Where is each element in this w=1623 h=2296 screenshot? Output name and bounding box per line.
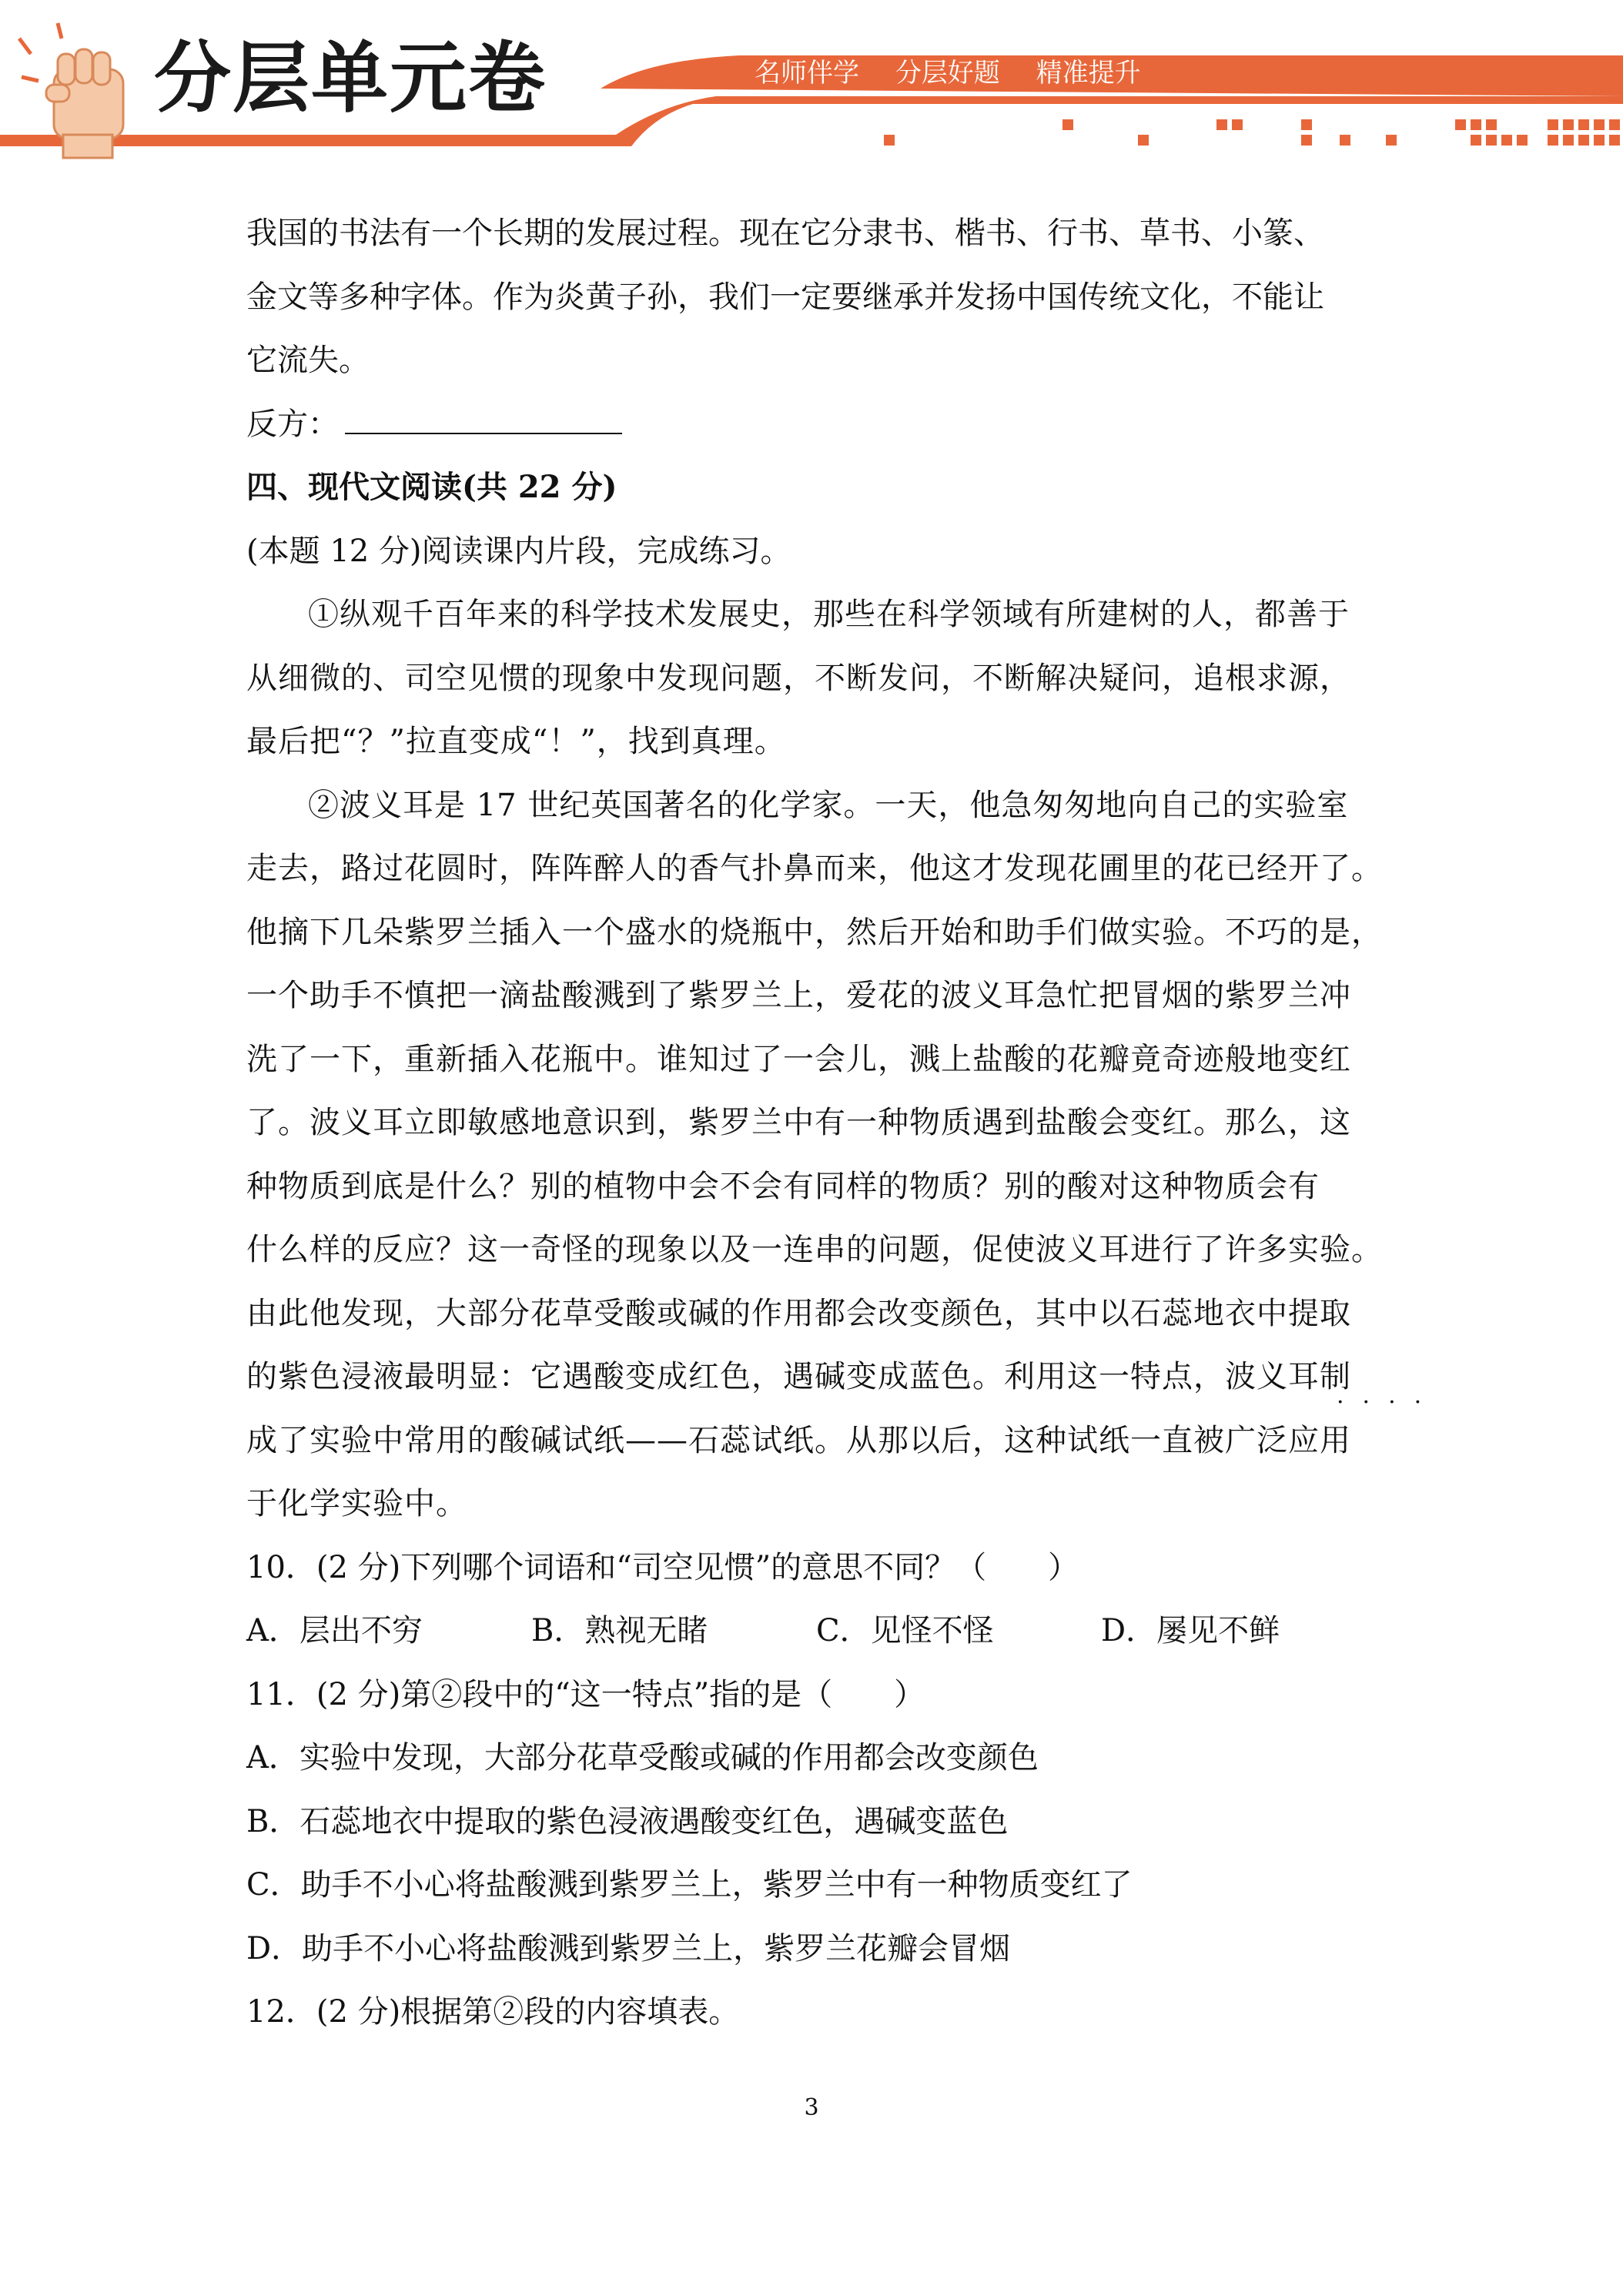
passage-line: 由此他发现，大部分花草受酸或碱的作用都会改变颜色，其中以石蕊地衣中提取 — [246, 1295, 1351, 1331]
passage-line: ②波义耳是 17 世纪英国著名的化学家。一天，他急匆匆地向自己的实验室 — [308, 787, 1349, 823]
question-options — [246, 1599, 1401, 1663]
passage-line: 成了实验中常用的酸碱试纸——石蕊试纸。从那以后，这种试纸一直被广泛应用 — [246, 1422, 1351, 1458]
passage-line: 从细微的、司空见惯的现象中发现问题，不断发问，不断解决疑问，追根求源， — [246, 660, 1351, 696]
counter-label: 反方： — [246, 406, 339, 442]
option-b[interactable]: B．熟视无睹 — [531, 1613, 708, 1648]
option-c[interactable]: C．见怪不怪 — [816, 1613, 994, 1648]
decorative-dots — [884, 119, 1620, 146]
question-11 — [246, 1663, 1401, 1981]
passage-line-text: 的紫色浸液最明显：它遇酸变成红色，遇碱变成蓝色。利用这一特点，波义耳制 — [246, 1359, 1351, 1394]
document-body — [246, 202, 1441, 2044]
slogan-1: 名师伴学 — [755, 58, 859, 89]
emphasis-dots: ···· — [1337, 1389, 1441, 1416]
question-10 — [246, 1536, 1401, 1663]
answer-blank[interactable] — [345, 405, 622, 434]
passage-line: 一个助手不慎把一滴盐酸溅到了紫罗兰上，爱花的波义耳急忙把冒烟的紫罗兰冲 — [246, 978, 1351, 1013]
header-slogan — [755, 58, 1169, 89]
question-stem: 12．(2 分)根据第②段的内容填表。 — [246, 1994, 740, 2030]
option-c[interactable]: C．助手不小心将盐酸溅到紫罗兰上，紫罗兰中有一种物质变红了 — [246, 1867, 1133, 1903]
intro-line: 我国的书法有一个长期的发展过程。现在它分隶书、楷书、行书、草书、小篆、 — [246, 216, 1324, 251]
passage-line: 走去，路过花圆时，阵阵醉人的香气扑鼻而来，他这才发现花圃里的花已经开了。 — [246, 851, 1383, 886]
question-12 — [246, 1980, 1401, 2044]
passage-line: 什么样的反应？这一奇怪的现象以及一连串的问题，促使波义耳进行了许多实验。 — [246, 1232, 1383, 1267]
passage-line: 了。波义耳立即敏感地意识到，紫罗兰中有一种物质遇到盐酸会变红。那么，这 — [246, 1105, 1351, 1140]
option-d[interactable]: D．屡见不鲜 — [1101, 1613, 1280, 1648]
passage-line: 最后把“？”拉直变成“！”，找到真理。 — [246, 724, 786, 759]
intro-line: 它流失。 — [246, 343, 370, 378]
question-stem: 11．(2 分)第②段中的“这一特点”指的是（ ） — [246, 1676, 925, 1712]
passage-line: 洗了一下，重新插入花瓶中。谁知过了一会儿，溅上盐酸的花瓣竟奇迹般地变红 — [246, 1041, 1351, 1077]
passage-line: 他摘下几朵紫罗兰插入一个盛水的烧瓶中，然后开始和助手们做实验。不巧的是， — [246, 914, 1383, 950]
slogan-3: 精准提升 — [1036, 58, 1141, 89]
slogan-2: 分层好题 — [895, 58, 1000, 89]
option-a[interactable]: A．层出不穷 — [246, 1613, 423, 1648]
page-header — [0, 0, 1623, 166]
question-stem: 10．(2 分)下列哪个词语和“司空见惯”的意思不同？（ ） — [246, 1549, 1079, 1585]
counter-argument-line — [246, 393, 1401, 457]
passage-line: 于化学实验中。 — [246, 1486, 467, 1521]
passage-paragraph-2 — [246, 774, 1441, 1536]
passage-paragraph-1 — [246, 583, 1401, 774]
option-b[interactable]: B．石蕊地衣中提取的紫色浸液遇酸变红色，遇碱变蓝色 — [246, 1803, 1009, 1839]
page-number: 3 — [804, 2094, 819, 2121]
section-instruction: (本题 12 分)阅读课内片段，完成练习。 — [246, 533, 791, 569]
section-heading: 四、现代文阅读(共 22 分) — [246, 469, 617, 505]
option-a[interactable]: A．实验中发现，大部分花草受酸或碱的作用都会改变颜色 — [246, 1740, 1039, 1776]
option-d[interactable]: D．助手不小心将盐酸溅到紫罗兰上，紫罗兰花瓣会冒烟 — [246, 1930, 1011, 1966]
brand-title: 分层单元卷 — [154, 33, 547, 123]
passage-line: ①纵观千百年来的科学技术发展史，那些在科学领域有所建树的人，都善于 — [308, 597, 1350, 632]
passage-line: 种物质到底是什么？别的植物中会不会有同样的物质？别的酸对这种物质会有 — [246, 1168, 1320, 1204]
intro-line: 金文等多种字体。作为炎黄子孙，我们一定要继承并发扬中国传统文化，不能让 — [246, 279, 1324, 315]
passage-line — [246, 1345, 1441, 1416]
